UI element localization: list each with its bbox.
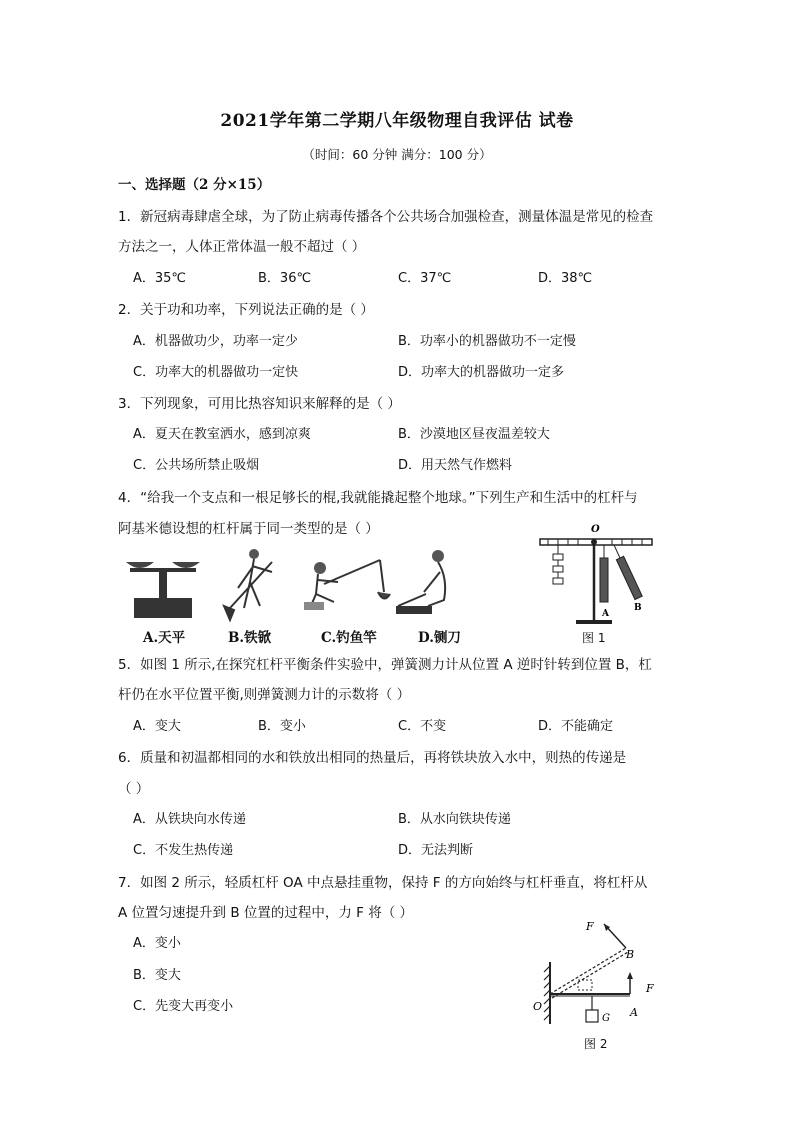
- q1-option-a: A．35℃: [133, 271, 187, 286]
- q6-stem-line1: 6．质量和初温都相同的水和铁放出相同的热量后，再将铁块放入水中，则热的传递是: [118, 750, 627, 766]
- q2-option-c: C．功率大的机器做功一定快: [133, 365, 299, 380]
- q4-caption-c: C.钓鱼竿: [321, 630, 377, 646]
- q5-option-b: B．变小: [258, 719, 306, 734]
- fig2-label-g: G: [602, 1013, 610, 1024]
- q2-option-b: B．功率小的机器做功不一定慢: [398, 334, 576, 349]
- q5-option-d: D．不能确定: [538, 719, 614, 734]
- q6-option-a: A．从铁块向水传递: [133, 812, 246, 827]
- q6-option-c: C．不发生热传递: [133, 843, 234, 858]
- q1-option-d: D．38℃: [538, 271, 593, 286]
- fig1-label-o: O: [591, 524, 600, 535]
- balance-scale-icon: [126, 562, 200, 618]
- fig2-label-f-right: F: [646, 982, 654, 995]
- q4-caption-a: A.天平: [143, 630, 186, 646]
- q5-stem-line2: 杆仍在水平位置平衡,则弹簧测力计的示数将（ ）: [118, 687, 411, 703]
- q4-stem-line1: 4．“给我一个支点和一根足够长的棍,我就能撬起整个地球。”下列生产和生活中的杠杆与: [118, 490, 638, 506]
- fig1-label-a: A: [602, 609, 609, 619]
- exam-time-score: （时间：60 分钟 满分：100 分）: [302, 147, 492, 162]
- q3-option-b: B．沙漠地区昼夜温差较大: [398, 427, 550, 442]
- shovel-worker-icon: [224, 549, 272, 620]
- q3-stem: 3．下列现象，可用比热容知识来解释的是（ ）: [118, 396, 401, 412]
- q7-stem-line1: 7．如图 2 所示，轻质杠杆 OA 中点悬挂重物，保持 F 的方向始终与杠杆垂直，将杠杆从: [118, 875, 648, 891]
- q1-option-b: B．36℃: [258, 271, 312, 286]
- q6-option-d: D．无法判断: [398, 843, 474, 858]
- q2-option-a: A．机器做功少，功率一定少: [133, 334, 298, 349]
- fig2-label-f-top: F: [586, 920, 594, 933]
- q3-option-a: A．夏天在教室洒水，感到凉爽: [133, 427, 311, 442]
- q3-option-d: D．用天然气作燃料: [398, 458, 513, 473]
- figure-1-lever-apparatus: [536, 522, 656, 628]
- fishing-rod-icon: [304, 560, 390, 610]
- q1-option-c: C．37℃: [398, 271, 452, 286]
- q4-stem-line2: 阿基米德设想的杠杆属于同一类型的是（ ）: [118, 521, 379, 537]
- section-heading: 一、选择题（2 分×15）: [118, 177, 271, 193]
- q7-option-c: C．先变大再变小: [133, 999, 234, 1014]
- q1-stem-line1: 1．新冠病毒肆虐全球，为了防止病毒传播各个公共场合加强检查，测量体温是常见的检查: [118, 209, 654, 225]
- q3-option-c: C．公共场所禁止吸烟: [133, 458, 260, 473]
- q4-caption-b: B.铁锨: [228, 630, 272, 646]
- figure-2-caption: 图 2: [584, 1037, 608, 1051]
- page-title: 2021学年第二学期八年级物理自我评估 试卷: [220, 111, 574, 131]
- q6-option-b: B．从水向铁块传递: [398, 812, 511, 827]
- q2-stem: 2．关于功和功率，下列说法正确的是（ ）: [118, 302, 374, 318]
- fig2-label-o: O: [533, 1000, 543, 1013]
- fig2-label-b: B: [626, 948, 635, 961]
- q2-option-d: D．功率大的机器做功一定多: [398, 365, 565, 380]
- q5-option-c: C．不变: [398, 719, 447, 734]
- fig1-label-b: B: [634, 603, 642, 613]
- fig2-label-a: A: [630, 1006, 638, 1019]
- q5-option-a: A．变大: [133, 719, 181, 734]
- chopper-cutter-icon: [396, 550, 445, 614]
- q1-stem-line2: 方法之一，人体正常体温一般不超过（ ）: [118, 239, 366, 255]
- q6-stem-line2: （ ）: [118, 781, 150, 797]
- q7-option-b: B．变大: [133, 968, 181, 983]
- q7-stem-line2: A 位置匀速提升到 B 位置的过程中，力 F 将（ ）: [118, 905, 414, 921]
- q4-lever-pictures: [122, 548, 467, 626]
- q5-stem-line1: 5．如图 1 所示,在探究杠杆平衡条件实验中，弹簧测力计从位置 A 逆时针转到位置 B，杠: [118, 657, 652, 673]
- figure-2-lever-diagram: [530, 912, 670, 1036]
- figure-1-caption: 图 1: [582, 631, 606, 645]
- q7-option-a: A．变小: [133, 936, 181, 951]
- q4-caption-d: D.铡刀: [418, 630, 461, 646]
